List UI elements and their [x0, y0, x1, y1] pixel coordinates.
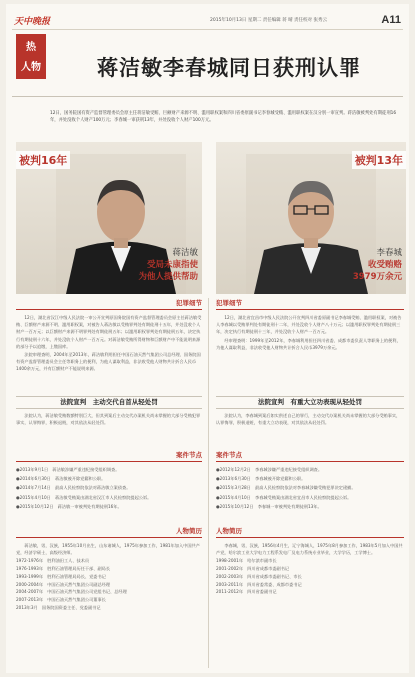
resume-line: 2004-2007年 中国石油天然气集团公司党组书记、总经理 — [16, 589, 127, 595]
column-tag-bottom: 人物 — [21, 62, 41, 73]
resume-line: 2007-2013年 中国石油天然气集团公司董事长 — [16, 596, 106, 602]
case-node: ●2014年7月14日 最高人民检察院依法对蒋洁敏立案侦查。 — [16, 485, 131, 491]
case-nodes-left — [16, 466, 202, 520]
case-nodes-right — [216, 466, 404, 520]
crime-paragraph-1: 12日，湖北省汉江中级人民法院一审公开宣判原国务院国有资产监督管理委员会原主任蒋洁敏受贿、巨额财产来源不明、滥用职权案，对被告人蒋洁敏以受贿罪判处有期徒刑十五年，并处没收个人财产一百万元；以巨额财产来源不明罪判处有期徒刑五年；以滥用职权罪判处有期徒刑五年，决定执行有期徒刑十六年，并处没收个人财产一百万元。对蒋洁敏受贿所得财物和巨额财产中不能说明来源的部分予以追缴，上缴国库。 — [16, 315, 202, 349]
section-title-nodes-left: 案件节点 — [16, 450, 202, 462]
caption-desc-line-1: 受局未康指使 — [146, 260, 198, 270]
resume-line: 2003-2011年 四川省委常委、成都市委书记 — [216, 581, 302, 587]
resume-line: 2011-2012年 四川省委副书记 — [216, 589, 277, 595]
case-node: ●2015年4月10日 蒋洁敏受贿案由湖北省汉江市人民检察院提起公诉。 — [16, 494, 152, 500]
resume-paragraph: 蒋洁敏，男，汉族，1955年10月出生，山东诸城人，1975年参加工作，1981年加入中国共产党，经济学硕士，高级经济师。 — [16, 543, 200, 556]
section-title-crime-right: 犯罪细节 — [216, 298, 404, 310]
court-subheading-right: 法院宣判 有重大立功表现从轻处罚 — [216, 396, 404, 409]
column-divider — [208, 298, 209, 668]
issue-info: 2015年10月13日 星期二 责任编辑 蒋 晴 责任校对 张秀云 — [210, 18, 327, 23]
caption-desc-line-1: 收受贿赂 — [367, 260, 402, 270]
case-node: ●2014年6月30日 蒋洁敏被开除党籍和公职。 — [16, 476, 106, 482]
case-node: ●2013年6月30日 李春城被开除党籍和公职。 — [216, 476, 306, 482]
court-ruling-left — [16, 412, 202, 446]
caption-name: 李春城 — [376, 248, 402, 258]
resume-line: 1972-1976年 胜利油田工人、技术员 — [16, 558, 90, 564]
section-title-resume-left: 人物简历 — [16, 526, 202, 538]
resume-line: 2002-2003年 四川省成都市委副书记、市长 — [216, 573, 302, 579]
resume-line: 1998-2001年 哈尔滨市副市长 — [216, 558, 277, 564]
headline-rule — [12, 96, 403, 97]
verdict-label-left: 被判16年 — [16, 151, 70, 169]
section-title-crime-left: 犯罪细节 — [16, 298, 202, 310]
crime-details-left — [16, 314, 202, 392]
page-number: A11 — [381, 14, 401, 26]
resume-right — [216, 542, 404, 670]
verdict-label-right: 被判13年 — [352, 151, 406, 169]
masthead — [12, 14, 403, 30]
court-subheading-left: 法院宣判 主动交代自首从轻处罚 — [16, 396, 202, 409]
lede-paragraph: 12日，国务院国有资产监督管理委员会原主任蒋洁敏受贿、巨额财产来源不明、滥用职权案和四川省委原副书记李春城受贿、滥用职权案在汉分别一审宣判。蒋洁敏被判处有期徒刑16年，并处没收个人财产100万元；李春城一审获刑13年，并处没收个人财产100万元。 — [50, 111, 397, 123]
case-node: ●2015年3月28日 最高人民检察院依法对李春城涉嫌受贿犯罪决定逮捕。 — [216, 485, 356, 491]
photo-li-chuncheng — [216, 142, 406, 294]
resume-left — [16, 542, 202, 670]
newspaper-logo: 天中晚报 — [14, 17, 51, 27]
case-node: ●2015年4月10日 李春城受贿案由湖北省宜昌市人民检察院提起公诉。 — [216, 494, 352, 500]
resume-line: 2001-2002年 四川省成都市委副书记 — [216, 566, 290, 572]
headline: 蒋洁敏李春城同日获刑认罪 — [97, 56, 361, 80]
photo-caption-left — [138, 246, 198, 282]
resume-line: 2013年3月 国务院国资委主任、党委副书记 — [16, 604, 101, 610]
case-node: ●2015年10月12日 李春城一审被判处有期徒刑13年。 — [216, 503, 322, 509]
crime-paragraph-2: 经审理查明：1999年至2012年，李春城利用担任四川省委、成都市委负责人等职务上的便利，为他人谋取利益，非法收受他人财物共计折合人民币3979万余元。 — [216, 337, 401, 350]
column-tag-top: 热 — [26, 42, 36, 53]
caption-desc-line-2: 为他人提供帮助 — [138, 272, 198, 282]
caption-desc-line-2: 3979万余元 — [352, 272, 402, 282]
column-tag — [16, 34, 46, 79]
photo-jiang-jiemin — [16, 142, 202, 294]
resume-paragraph: 李春城，男，汉族，1956年4月生，辽宁海城人，1975年8月参加工作，1983年5月加入中国共产党，哈尔滨工业大学电力工程系发电厂及电力系统专业毕业，大学学历，工学博士。 — [216, 543, 403, 556]
court-paragraph: 法院认为，蒋洁敏受贿数额特别巨大，但其到案后主动交代办案机关尚未掌握的大部分受贿犯罪事实，认罪悔罪，积极退赃，对其依法从轻处罚。 — [16, 413, 201, 426]
case-node: ●2012年12月2日 李春城涉嫌严重违纪接受组织调查。 — [216, 467, 323, 472]
resume-line: 1993-1999年 胜利石油管理局局长、党委书记 — [16, 573, 106, 579]
caption-name: 蒋洁敏 — [172, 248, 198, 258]
case-node: ●2013年9月1日 蒋洁敏涉嫌严重违纪接受组织调查。 — [16, 467, 120, 472]
photo-caption-right — [353, 246, 402, 282]
resume-line: 1976-1993年 胜利石油管理局历任干部、副局长 — [16, 566, 111, 572]
section-title-nodes-right: 案件节点 — [216, 450, 404, 462]
case-node: ●2015年10月12日 蒋洁敏一审被判处有期徒刑16年。 — [16, 503, 122, 509]
crime-details-right — [216, 314, 404, 392]
court-paragraph: 法院认为，李春城到案后如实供述自己的罪行，主动交代办案机关尚未掌握的大部分受贿事实，认罪悔罪，积极退赃，有重大立功表现，对其依法从轻处罚。 — [216, 413, 401, 426]
crime-paragraph-1: 12日，湖北省宜昌市中级人民法院公开宣判四川省委原副书记李春城受贿、滥用职权案，对被告人李春城以受贿罪判处有期徒刑十二年，并处没收个人财产八十万元；以滥用职权罪判处有期徒刑三年，决定执行有期徒刑十三年，并处没收个人财产一百万元。 — [216, 315, 402, 335]
court-ruling-right — [216, 412, 404, 446]
section-title-resume-right: 人物简历 — [216, 526, 404, 538]
resume-line: 2000-2004年 中国石油天然气集团公司副总经理 — [16, 581, 111, 587]
newspaper-page — [6, 4, 409, 673]
crime-paragraph-2: 法院审理查明，2004年至2013年，蒋洁敏利用担任中国石油天然气集团公司总经理、国务院国有资产监督管理委员会主任等职务上的便利，为他人谋取利益，非法收受他人财物共计折合人民币1400余万元，并有巨额财产不能说明来源。 — [16, 352, 201, 372]
